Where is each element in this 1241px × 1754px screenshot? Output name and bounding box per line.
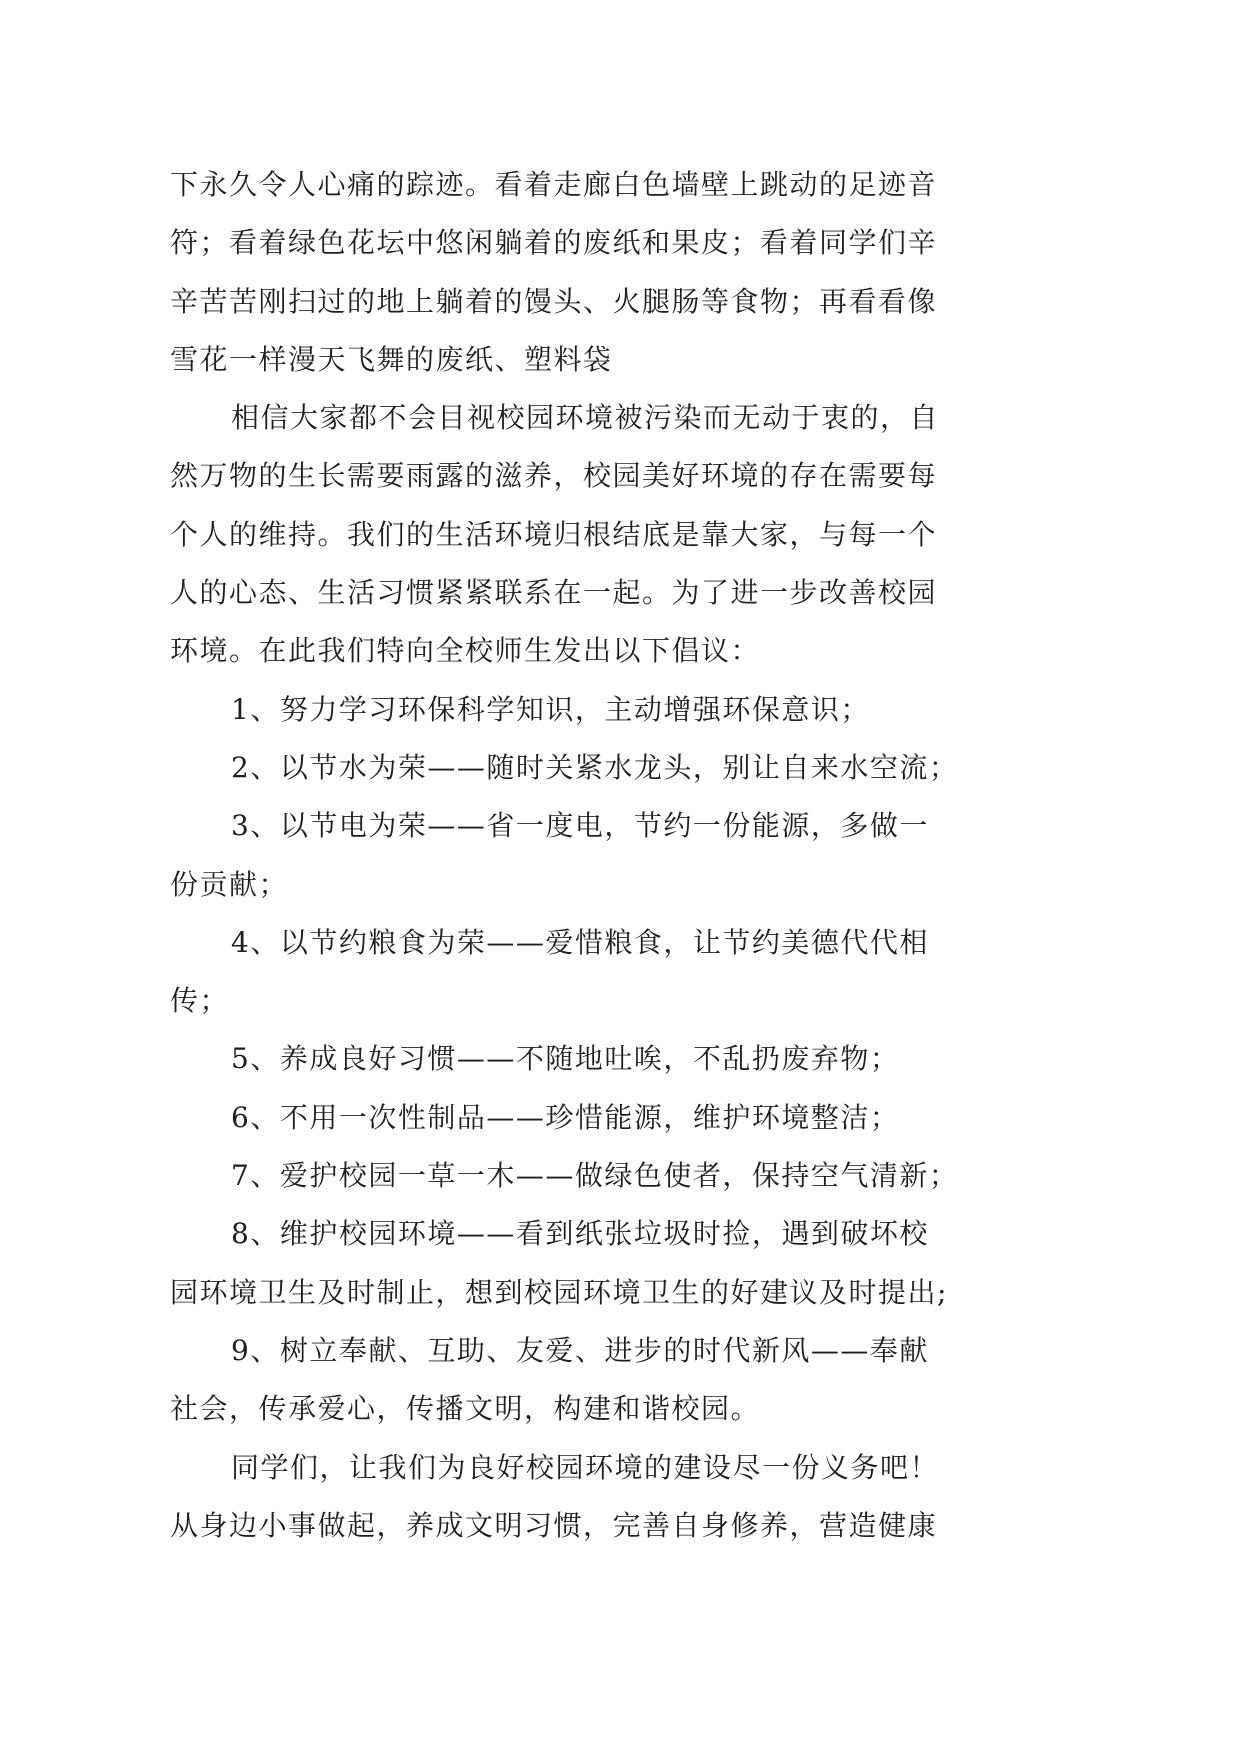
text-line: 然万物的生长需要雨露的滋养，校园美好环境的存在需要每 bbox=[170, 459, 938, 493]
list-item-8: 8、维护校园环境——看到纸张垃圾时捡，遇到破坏校 bbox=[231, 1217, 929, 1251]
list-item-4: 4、以节约粮食为荣——爱惜粮食，让节约美德代代相 bbox=[231, 925, 929, 959]
text-line: 雪花一样漫天飞舞的废纸、塑料袋 bbox=[170, 342, 613, 376]
text-line: 环境。在此我们特向全校师生发出以下倡议： bbox=[170, 634, 761, 668]
list-item-5: 5、养成良好习惯——不随地吐唉，不乱扔废弃物； bbox=[231, 1042, 900, 1076]
text-line: 人的心态、生活习惯紧紧联系在一起。为了进一步改善校园 bbox=[170, 576, 938, 610]
list-item-9: 9、树立奉献、互助、友爱、进步的时代新风——奉献 bbox=[231, 1333, 929, 1367]
paragraph-start-line: 相信大家都不会目视校园环境被污染而无动于衷的，自 bbox=[231, 401, 940, 435]
list-item-2: 2、以节水为荣——随时关紧水龙头，别让自来水空流； bbox=[231, 750, 959, 784]
list-item-6: 6、不用一次性制品——珍惜能源，维护环境整洁； bbox=[231, 1100, 900, 1134]
text-line: 符；看着绿色花坛中悠闲躺着的废纸和果皮；看着同学们辛 bbox=[170, 226, 938, 260]
text-line: 下永久令人心痛的踪迹。看着走廊白色墙壁上跳动的足迹音 bbox=[170, 168, 938, 201]
text-line: 份贡献； bbox=[170, 867, 289, 901]
body-text bbox=[170, 156, 960, 1555]
list-item-7: 7、爱护校园一草一木——做绿色使者，保持空气清新； bbox=[231, 1159, 959, 1193]
paragraph-start-line: 同学们，让我们为良好校园环境的建设尽一份义务吧！ bbox=[231, 1450, 940, 1484]
text-line: 社会，传承爱心，传播文明，构建和谐校园。 bbox=[170, 1392, 761, 1426]
list-item-3: 3、以节电为荣——省一度电，节约一份能源，多做一 bbox=[231, 809, 929, 843]
text-line: 传； bbox=[170, 984, 230, 1018]
text-line: 辛苦苦刚扫过的地上躺着的馒头、火腿肠等食物；再看看像 bbox=[170, 284, 938, 318]
text-line: 园环境卫生及时制止，想到校园环境卫生的好建议及时提出; bbox=[170, 1275, 948, 1309]
list-item-1: 1、努力学习环保科学知识，主动增强环保意识； bbox=[231, 692, 870, 726]
text-line: 从身边小事做起，养成文明习惯，完善自身修养，营造健康 bbox=[170, 1508, 938, 1542]
text-line: 个人的维持。我们的生活环境归根结底是靠大家，与每一个 bbox=[170, 517, 938, 551]
